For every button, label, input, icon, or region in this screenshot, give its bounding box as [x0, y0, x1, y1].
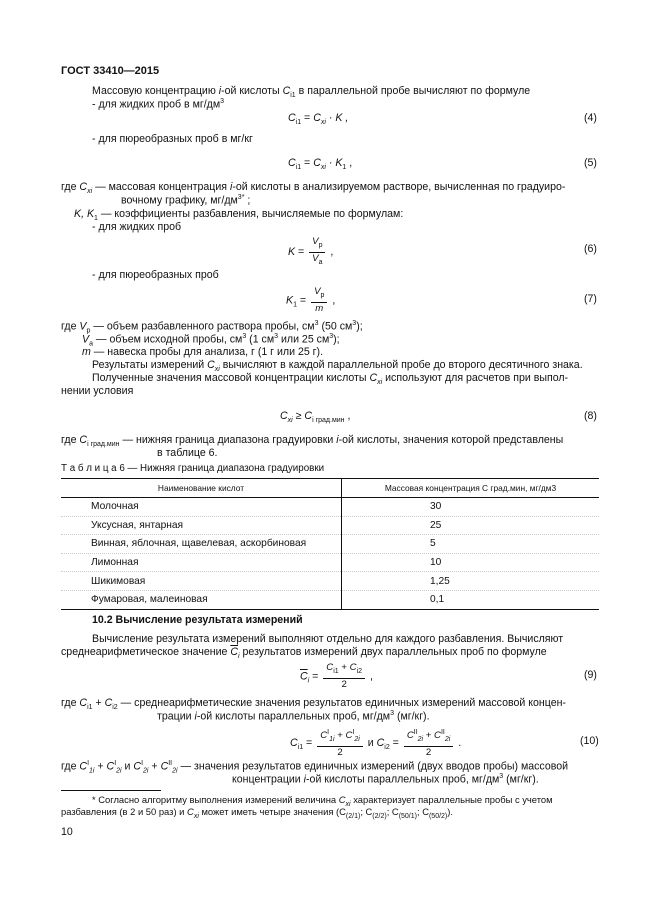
- document-header: ГОСТ 33410—2015: [61, 65, 160, 77]
- equation-number-5: (5): [584, 157, 597, 169]
- where-ci-line2: трации i-ой кислоты параллельных проб, $мг/дм^3$ (мг/кг).: [157, 710, 430, 723]
- results-p3: нении условия: [61, 385, 134, 397]
- puree-label-2: - для пюреобразных проб: [92, 269, 219, 281]
- concentration-cell: 10: [342, 553, 600, 572]
- concentration-cell: 30: [342, 498, 600, 517]
- acid-name-cell: Фумаровая, малеиновая: [61, 590, 342, 609]
- footnote-line1: * Согласно алгоритму выполнения измерений величина $C_{xi}$ характеризует параллельные пробы с учетом: [92, 794, 553, 808]
- where-ci-line1: где $C_{i1} + C_{i2}$ — среднеарифметические значения результатов единичных измерений массовой концен-: [61, 697, 566, 712]
- equation-number-4: (4): [584, 112, 597, 124]
- equation-4: $C_{i1} = C_{xi} \cdot K$ ,: [288, 112, 349, 127]
- acid-name-cell: Винная, яблочная, щавелевая, аскорбиновая: [61, 535, 342, 554]
- equation-8: $C_{xi} \ge C_{i град.мин}$ ,: [280, 410, 351, 425]
- acid-name-cell: Молочная: [61, 498, 342, 517]
- where-cxi-line1: где $C_{xi}$ — массовая концентрация i-ой кислоты в анализируемом растворе, вычисленная по градуиро-: [61, 181, 566, 196]
- table-col-concentration: Массовая концентрация C град.мин, мг/дм3: [342, 479, 600, 498]
- table-row: [61, 516, 599, 535]
- liquid-label-2: - для жидких проб: [92, 221, 182, 233]
- acid-name-cell: Шикимовая: [61, 572, 342, 591]
- calc-p2: среднеарифметическое значение $\overline{C}_i$ результатов измерений двух параллельных проб по формуле: [61, 646, 547, 661]
- intro-line: Массовую концентрацию i-ой кислоты $C_{i1}$ в параллельной пробе вычисляют по формуле: [92, 85, 531, 100]
- where-cij-line2: концентрации i-ой кислоты параллельных проб, $мг/дм^3$ (мг/кг).: [232, 773, 539, 786]
- page-number: 10: [61, 826, 73, 838]
- results-p1: Результаты измерений $C_{xi}$ вычисляют в каждой параллельной пробе до второго десятичного знака.: [92, 359, 583, 374]
- concentration-cell: 25: [342, 516, 600, 535]
- where-m-line: m — навеска пробы для анализа, г (1 г или 25 г).: [82, 346, 324, 358]
- section-title: 10.2 Вычисление результата измерений: [92, 614, 303, 626]
- table-row: [61, 498, 599, 517]
- where-cij-line1: где $C^I_{1i} + C^I_{2i}$ и $C^I_{2i} + C^{II}_{2i}$ — значения результатов единичных измерений (двух вводов пробы) массовой: [61, 760, 569, 775]
- table-caption: Т а б л и ц а 6 — Нижняя граница диапазона градуировки: [61, 463, 325, 474]
- puree-label: - для пюреобразных проб в мг/кг: [92, 133, 253, 145]
- concentration-cell: 5: [342, 535, 600, 554]
- equation-number-9: (9): [584, 669, 597, 681]
- equation-10: $C_{i1}$ = $\frac{C^I_{1i} + C^I_{2i}}{2}$ и $C_{i2}$ = $\frac{C^{II}_{2i} + C^{II}_{2i}}{2}$ .: [290, 729, 462, 759]
- footnote-rule: [61, 790, 161, 791]
- acid-name-cell: Уксусная, янтарная: [61, 516, 342, 535]
- table-row: [61, 572, 599, 591]
- table-col-acid-name: Наименование кислот: [61, 479, 342, 498]
- where-cgrad-line2: в таблице 6.: [157, 447, 218, 459]
- where-k-line: K, $K_1$ — коэффициенты разбавления, вычисляемые по формулам:: [74, 208, 404, 223]
- equation-5: $C_{i1} = C_{xi} \cdot K_1$ ,: [288, 157, 353, 172]
- where-cxi-line2: вочному графику, $мг/дм^{3*}$ ;: [121, 194, 251, 207]
- equation-number-8: (8): [584, 410, 597, 422]
- concentration-cell: 0,1: [342, 590, 600, 609]
- acid-name-cell: Лимонная: [61, 553, 342, 572]
- table-6: [61, 478, 599, 610]
- table-row: [61, 553, 599, 572]
- liquid-label: - для жидких проб в $мг/дм^3$: [92, 98, 225, 111]
- table-row: [61, 535, 599, 554]
- equation-number-7: (7): [584, 293, 597, 305]
- equation-6: K = $\frac{V_р}{V_а}$ ,: [288, 236, 334, 266]
- equation-number-10: (10): [580, 735, 599, 747]
- equation-7: $K_1$ = $\frac{V_р}{m}$ ,: [286, 286, 336, 314]
- concentration-cell: 1,25: [342, 572, 600, 591]
- where-va-line: $V_а$ — объем исходной пробы, $см^3$ (1 $см^3$ или 25 $см^3$);: [82, 333, 340, 348]
- where-cgrad-line1: где $C_{i град.мин}$ — нижняя граница диапазона градуировки i-ой кислоты, значения которой представлены: [61, 434, 564, 449]
- calc-p1: Вычисление результата измерений выполняют отдельно для каждого разбавления. Вычисляют: [92, 633, 564, 645]
- equation-9: $\overline{C}_i$ = $\frac{C_{i1} + C_{i2}}{2}$ ,: [300, 662, 373, 690]
- where-vp-line: где $V_р$ — объем разбавленного раствора пробы, $см^3$ (50 $см^3$);: [61, 320, 363, 335]
- equation-number-6: (6): [584, 243, 597, 255]
- results-p2: Полученные значения массовой концентрации кислоты $C_{xi}$ используют для расчетов при выпол-: [92, 372, 569, 387]
- footnote-line2: разбавления (в 2 и 50 раз) и $C_{xi}$ может иметь четыре значения ($С_{(2/1)}$; $С_{(2/2)}$; $С_{(50/1)}$; $С_{(50/2)}$).: [61, 806, 453, 820]
- table-header-row: [61, 479, 599, 498]
- table-row: [61, 590, 599, 609]
